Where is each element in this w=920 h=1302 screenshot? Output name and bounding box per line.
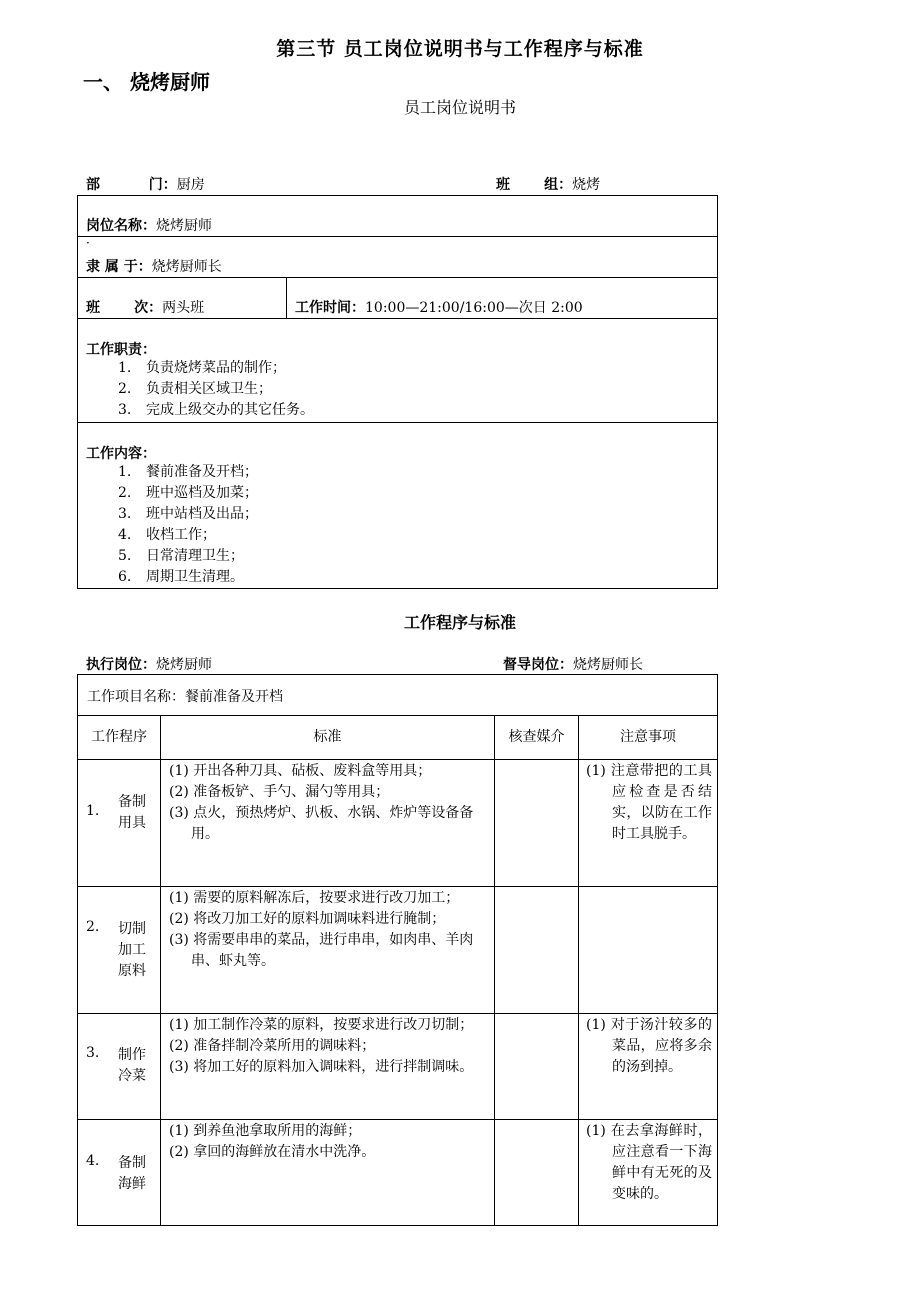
content-label: 工作内容： [86,446,156,462]
row3-num: 3. [86,1045,100,1061]
exec-label: 执行岗位： [86,657,156,673]
team-label: 班 组： [496,177,573,193]
row4-name: 备制海鲜 [118,1155,146,1192]
bullet-dot: · [86,236,90,250]
reports-to-row [86,256,222,276]
row3-notes: (1) 对于汤汁较多的菜品，应将多余的汤到掉。 [586,1017,712,1075]
shift-row [86,297,204,317]
job-description-box [77,195,718,589]
supervise-value: 烧烤厨师长 [573,657,643,673]
content-item: 4. 收档工作； [118,527,216,543]
team-row [496,174,600,194]
team-value: 烧烤 [572,177,601,193]
row3-name: 制作冷菜 [118,1047,146,1084]
duty-item: 2. 负责相关区域卫生； [118,381,272,397]
row4-standards: (1) 到养鱼池拿取所用的海鲜； (2) 拿回的海鲜放在清水中洗净。 [169,1123,376,1160]
content-item: 6. 周期卫生清理。 [118,569,244,585]
duties-label: 工作职责： [86,342,156,358]
row1-notes: (1) 注意带把的工具应检查是否结实，以防在工作时工具脱手。 [586,763,712,842]
project-value: 餐前准备及开档 [185,689,283,705]
project-name-row [87,686,283,706]
header-media: 核查媒介 [508,729,565,745]
exec-value: 烧烤厨师 [156,657,212,673]
row3-standards: (1) 加工制作冷菜的原料，按要求进行改刀切制； (2) 准备拌制冷菜所用的调味料； (3) 将加工好的原料加入调味料，进行拌制调味。 [169,1017,474,1075]
row2-standards: (1) 需要的原料解冻后，按要求进行改刀加工； (2) 将改刀加工好的原料加调味料进行腌制； (3) 将需要串串的菜品，进行串串，如肉串、羊肉串、虾丸等。 [169,890,474,969]
shift-label: 班 次： [86,300,163,316]
header-standard: 标准 [313,729,342,745]
department-value: 厨房 [176,177,205,193]
position-value: 烧烤厨师 [156,218,212,234]
duties-list [118,358,314,421]
supervise-row [503,654,643,674]
exec-row [86,654,212,674]
content-list [118,462,258,588]
section-title: 第三节 员工岗位说明书与工作程序与标准 [276,38,644,60]
content-item: 1. 餐前准备及开档； [118,464,258,480]
department-row [86,174,205,194]
header-notes: 注意事项 [620,729,676,745]
content-item: 5. 日常清理卫生； [118,548,244,564]
procedures-title: 工作程序与标准 [403,613,516,632]
row2-num: 2. [86,919,100,935]
work-time-value: 10:00—21:00/16:00—次日 2:00 [365,300,583,316]
position-row [86,215,212,235]
project-label: 工作项目名称： [87,689,185,705]
shift-value: 两头班 [162,300,205,316]
reports-to-label: 隶 属 于： [86,259,152,275]
row2-name: 切制加工原料 [118,921,146,979]
row1-name: 备制用具 [118,794,146,831]
row4-num: 4. [86,1153,100,1169]
chapter-heading: 一、 烧烤厨师 [83,70,210,94]
procedure-table [77,674,718,1226]
content-item: 3. 班中站档及出品； [118,506,258,522]
work-time-row [295,297,583,317]
header-procedure: 工作程序 [91,729,147,745]
row4-notes: (1) 在去拿海鲜时，应注意看一下海鲜中有无死的及变味的。 [586,1123,712,1202]
work-time-label: 工作时间： [295,300,365,316]
row1-standards: (1) 开出各种刀具、砧板、废料盒等用具； (2) 准备板铲、手勺、漏勺等用具； (3) 点火，预热烤炉、扒板、水锅、炸炉等设备备用。 [169,763,474,842]
job-description-title: 员工岗位说明书 [403,98,516,117]
position-label: 岗位名称： [86,218,156,234]
duty-item: 3. 完成上级交办的其它任务。 [118,402,314,418]
row1-num: 1. [86,803,100,819]
reports-to-value: 烧烤厨师长 [151,259,222,275]
supervise-label: 督导岗位： [503,657,573,673]
content-item: 2. 班中巡档及加菜； [118,485,258,501]
department-label: 部 门： [86,177,177,193]
duty-item: 1. 负责烧烤菜品的制作； [118,360,286,376]
